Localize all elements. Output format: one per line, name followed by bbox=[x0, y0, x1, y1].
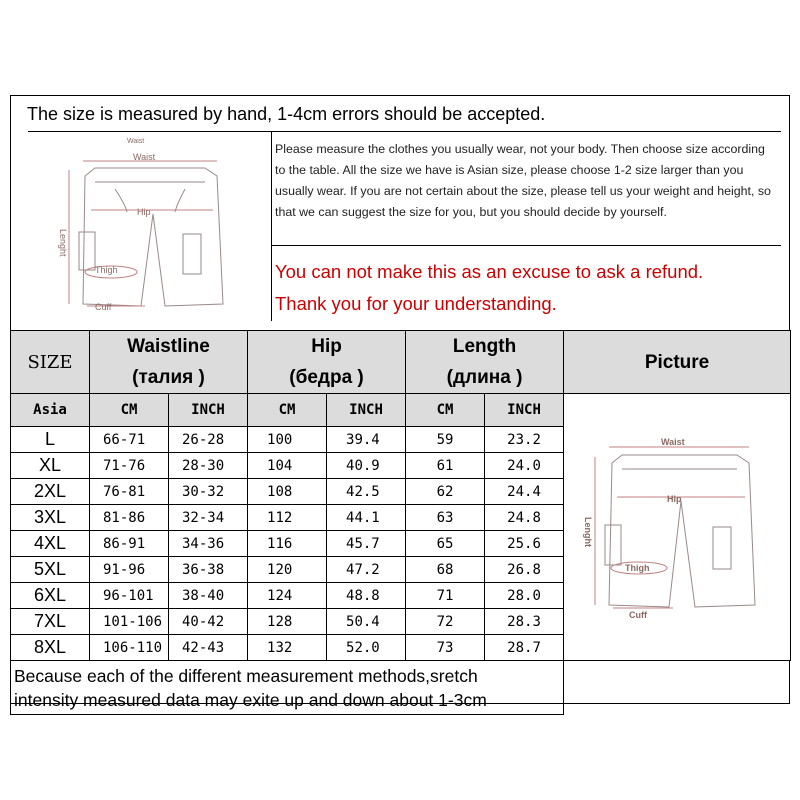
cell-waist-inch: 32-34 bbox=[169, 505, 248, 531]
cell-hip-cm: 120 bbox=[248, 557, 327, 583]
cell-waist-cm: 101-106 bbox=[90, 609, 169, 635]
cell-hip-cm: 104 bbox=[248, 453, 327, 479]
measure-instructions: Please measure the clothes you usually wear, not your body. Then choose size according to the table. All the size we have is Asian size, please choose 1-2 size larger than you usually wear. If you are not certain about the size, please tell us your weight and height, so that we can suggest the size for you, but you should decide by yourself. bbox=[275, 142, 771, 219]
header-waistline-en: Waistline bbox=[127, 336, 210, 357]
diagram-label-hip: Hip bbox=[137, 207, 151, 217]
cell-hip-inch: 45.7 bbox=[327, 531, 406, 557]
cell-length-cm: 65 bbox=[406, 531, 485, 557]
cell-waist-cm: 81-86 bbox=[90, 505, 169, 531]
subheader-asia: Asia bbox=[11, 394, 90, 427]
cell-waist-inch: 30-32 bbox=[169, 479, 248, 505]
cell-waist-inch: 40-42 bbox=[169, 609, 248, 635]
picture-left-pocket bbox=[605, 525, 621, 565]
cell-waist-inch: 42-43 bbox=[169, 635, 248, 661]
header-hip-ru: (бедра ) bbox=[289, 367, 364, 388]
diagram-label-length: Lenght bbox=[58, 229, 68, 257]
disclaimer-line-1: Because each of the different measurement methods,sretch bbox=[14, 665, 478, 686]
cell-length-inch: 24.4 bbox=[485, 479, 564, 505]
header-picture: Picture bbox=[564, 331, 791, 394]
warning-line-2: Thank you for your understanding. bbox=[275, 293, 557, 314]
table-subheader-row bbox=[11, 394, 791, 427]
measurement-disclaimer bbox=[11, 661, 564, 715]
cell-hip-cm: 124 bbox=[248, 583, 327, 609]
measurement-note: The size is measured by hand, 1-4cm errors should be accepted. bbox=[27, 104, 546, 124]
header-length bbox=[406, 331, 564, 394]
cell-length-cm: 59 bbox=[406, 427, 485, 453]
subheader-length-cm: CM bbox=[406, 394, 485, 427]
cell-hip-cm: 132 bbox=[248, 635, 327, 661]
subheader-waist-inch: INCH bbox=[169, 394, 248, 427]
cell-hip-inch: 40.9 bbox=[327, 453, 406, 479]
subheader-length-inch: INCH bbox=[485, 394, 564, 427]
cell-waist-inch: 34-36 bbox=[169, 531, 248, 557]
cell-waist-inch: 26-28 bbox=[169, 427, 248, 453]
shorts-diagram-top-svg bbox=[55, 134, 260, 319]
cell-waist-cm: 76-81 bbox=[90, 479, 169, 505]
picture-label-waist: Waist bbox=[661, 437, 685, 447]
cell-length-cm: 63 bbox=[406, 505, 485, 531]
shorts-outline bbox=[83, 168, 223, 306]
cell-size: 4XL bbox=[11, 531, 90, 557]
picture-right-pocket bbox=[713, 527, 731, 569]
cell-size: L bbox=[11, 427, 90, 453]
header-length-en: Length bbox=[452, 336, 517, 357]
cell-waist-cm: 91-96 bbox=[90, 557, 169, 583]
divider-vertical bbox=[271, 131, 272, 321]
table-header-row bbox=[11, 331, 791, 394]
divider-top bbox=[28, 131, 781, 132]
cell-hip-cm: 100 bbox=[248, 427, 327, 453]
cell-size: 6XL bbox=[11, 583, 90, 609]
warning-line-1: You can not make this as an excuse to ask a refund. bbox=[275, 261, 704, 282]
header-length-ru: (длина ) bbox=[446, 367, 523, 388]
picture-label-thigh: Thigh bbox=[625, 563, 650, 573]
cell-hip-inch: 47.2 bbox=[327, 557, 406, 583]
cell-size: 3XL bbox=[11, 505, 90, 531]
cell-hip-inch: 44.1 bbox=[327, 505, 406, 531]
disclaimer-line-2: intensity measured data may exite up and down about 1-3cm bbox=[14, 689, 487, 710]
header-waistline bbox=[90, 331, 248, 394]
diagram-label-waist: Waist bbox=[133, 152, 156, 162]
cell-hip-inch: 48.8 bbox=[327, 583, 406, 609]
shorts-diagram-top bbox=[55, 134, 260, 319]
cell-length-inch: 28.3 bbox=[485, 609, 564, 635]
header-hip bbox=[248, 331, 406, 394]
cell-hip-cm: 108 bbox=[248, 479, 327, 505]
left-cargo-pocket bbox=[79, 232, 95, 270]
cell-waist-cm: 106-110 bbox=[90, 635, 169, 661]
cell-waist-inch: 28-30 bbox=[169, 453, 248, 479]
cell-length-inch: 23.2 bbox=[485, 427, 564, 453]
cell-waist-cm: 71-76 bbox=[90, 453, 169, 479]
header-waistline-ru: (талия ) bbox=[132, 367, 205, 388]
diagram-label-thigh: Thigh bbox=[95, 265, 118, 275]
cell-waist-cm: 86-91 bbox=[90, 531, 169, 557]
divider-middle bbox=[272, 245, 781, 246]
subheader-waist-cm: CM bbox=[90, 394, 169, 427]
cell-size: 2XL bbox=[11, 479, 90, 505]
cell-size: 7XL bbox=[11, 609, 90, 635]
cell-length-inch: 28.7 bbox=[485, 635, 564, 661]
cell-hip-inch: 52.0 bbox=[327, 635, 406, 661]
cell-hip-cm: 128 bbox=[248, 609, 327, 635]
left-front-pocket bbox=[115, 189, 127, 212]
cell-length-inch: 25.6 bbox=[485, 531, 564, 557]
table-footer-row bbox=[11, 661, 791, 715]
cell-hip-inch: 39.4 bbox=[327, 427, 406, 453]
subheader-hip-inch: INCH bbox=[327, 394, 406, 427]
cell-length-inch: 26.8 bbox=[485, 557, 564, 583]
picture-cell bbox=[564, 394, 791, 661]
cell-length-cm: 61 bbox=[406, 453, 485, 479]
cell-waist-inch: 38-40 bbox=[169, 583, 248, 609]
cell-length-cm: 73 bbox=[406, 635, 485, 661]
subheader-hip-cm: CM bbox=[248, 394, 327, 427]
cell-hip-cm: 116 bbox=[248, 531, 327, 557]
size-table bbox=[10, 330, 791, 715]
cell-hip-cm: 112 bbox=[248, 505, 327, 531]
cell-length-inch: 28.0 bbox=[485, 583, 564, 609]
cell-hip-inch: 50.4 bbox=[327, 609, 406, 635]
cell-length-inch: 24.0 bbox=[485, 453, 564, 479]
header-hip-en: Hip bbox=[311, 336, 342, 357]
cell-length-cm: 71 bbox=[406, 583, 485, 609]
cell-length-cm: 62 bbox=[406, 479, 485, 505]
cell-waist-cm: 66-71 bbox=[90, 427, 169, 453]
picture-shorts-outline bbox=[609, 455, 755, 607]
cell-size: XL bbox=[11, 453, 90, 479]
picture-label-cuff: Cuff bbox=[629, 610, 648, 620]
header-size: SIZE bbox=[11, 331, 90, 394]
cell-length-cm: 72 bbox=[406, 609, 485, 635]
cell-size: 5XL bbox=[11, 557, 90, 583]
cell-hip-inch: 42.5 bbox=[327, 479, 406, 505]
cell-length-cm: 68 bbox=[406, 557, 485, 583]
diagram-label-cuff: Cuff bbox=[95, 302, 112, 312]
right-cargo-pocket bbox=[183, 234, 201, 274]
right-front-pocket bbox=[175, 189, 185, 212]
picture-label-hip: Hip bbox=[667, 494, 682, 504]
shorts-diagram-picture bbox=[577, 425, 777, 625]
diagram-label-waist-small: Waist bbox=[127, 138, 145, 145]
cell-waist-inch: 36-38 bbox=[169, 557, 248, 583]
refund-warning bbox=[275, 256, 703, 320]
cell-length-inch: 24.8 bbox=[485, 505, 564, 531]
cell-waist-cm: 96-101 bbox=[90, 583, 169, 609]
cell-size: 8XL bbox=[11, 635, 90, 661]
picture-label-length: Lenght bbox=[583, 517, 594, 547]
